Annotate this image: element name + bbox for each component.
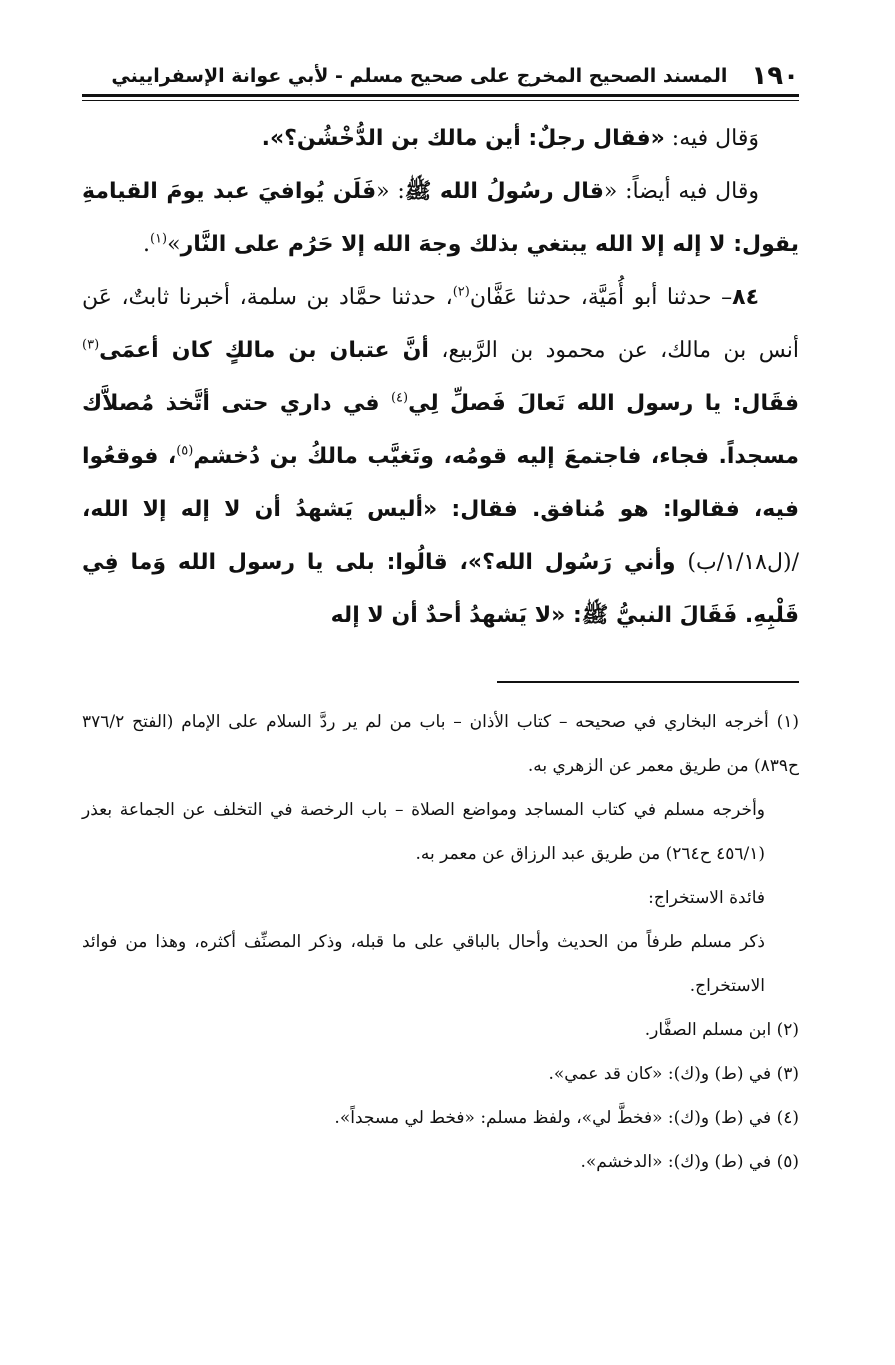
footnote-1-muslim: وأخرجه مسلم في كتاب المساجد ومواضع الصلاة – باب الرخصة في التخلف عن الجماعة بعذر (٤٥٦/١ ح٢٦٤) من طريق عبد الرزاق عن معمر به. <box>82 800 765 864</box>
running-title: المسند الصحيح المخرج على صحيح مسلم - لأبي عوانة الإسفراييني <box>111 65 728 87</box>
paragraph-2 <box>82 165 799 271</box>
p2-quote: قال رسُولُ الله ﷺ <box>404 179 604 204</box>
h84-text-3: في داري حتى أتَّخذ مُصلاَّك مسجداً. فجاء، فاجتمعَ إليه قومُه، وتَغيَّب مالكُ بن دُخشم <box>82 391 799 469</box>
p2-quote2: فَلَن يُوافيَ عبد يومَ القيامةِ يقول: لا إله إلا الله يبتغي بذلك وجهَ الله إلا حَرُم على النَّار <box>82 179 799 257</box>
footnote-ref-4: (٤) <box>390 390 409 406</box>
p2-end: . <box>142 232 150 257</box>
h84-text-4: ، فوقعُوا فيه، فقالوا: هو مُنافق. فقال: «أليس يَشهدُ أن لا إله إلا الله، <box>82 444 799 522</box>
p2-tail: » <box>167 232 181 257</box>
footnote-separator <box>497 681 799 683</box>
footnote-ref-1: (١) <box>149 231 168 247</box>
footnote-3: (٣) في (ط) و(ك): «كان قد عمي». <box>548 1064 799 1084</box>
p1-quote: «فقال رجلٌ: أين مالك بن الدُّخْشُن؟». <box>261 126 665 151</box>
hadith-number: ٨٤ <box>732 285 759 310</box>
header-rule-thick <box>82 94 799 97</box>
p1-intro: وَقال فيه: <box>664 126 759 151</box>
page-number: ١٩٠ <box>751 61 799 91</box>
h84-text-2: فقَال: يا رسول الله تَعالَ فَصلِّ لِي <box>408 391 800 416</box>
footnote-4: (٤) في (ط) و(ك): «فخطَّ لي»، ولفظ مسلم: «فخط لي مسجداً». <box>334 1108 799 1128</box>
hadith-84 <box>82 271 799 642</box>
footnote-1-benefit-heading: فائدة الاستخراج: <box>648 888 765 908</box>
footnotes <box>82 700 799 1184</box>
p2-mid: : « <box>376 179 405 204</box>
h84-chain-1: – حدثنا أبو أُمَيَّة، حدثنا عَفَّان <box>469 285 733 310</box>
p2-intro: وقال فيه أيضاً: « <box>603 179 759 204</box>
header-rule <box>82 94 799 102</box>
h84-text-1: أنَّ عتبان بن مالكٍ كان أعمَى <box>99 338 429 363</box>
manuscript-marker: /(ل١/١٨/ب) <box>687 550 799 575</box>
footnote-ref-2: (٢) <box>452 284 470 300</box>
footnote-1: (١) أخرجه البخاري في صحيحه – كتاب الأذان – باب من لم ير ردَّ السلام على الإمام (الفتح ٣٧٦/٢ ح٨٣٩) من طريق معمر عن الزهري به. <box>82 712 799 776</box>
running-head <box>82 56 799 96</box>
footnote-ref-5: (٥) <box>176 443 194 459</box>
h84-text-5: وأني رَسُول الله؟»، قالُوا: بلى يا رسول الله وَما فِي قَلْبِهِ. فَقَالَ النبيُّ ﷺ: «لا يَشهدُ أحدٌ أن لا إله <box>82 550 799 628</box>
header-rule-thin <box>82 100 799 101</box>
paragraph-1 <box>82 112 799 165</box>
footnote-2: (٢) ابن مسلم الصفَّار. <box>644 1020 799 1040</box>
h84-chain-2: ، حدثنا حمَّاد بن سلمة، أخبرنا ثابتٌ، عَن أنس بن مالك، عن محمود بن الرَّبيع، <box>82 285 799 363</box>
main-text <box>82 112 799 642</box>
footnote-5: (٥) في (ط) و(ك): «الدخشم». <box>580 1152 799 1172</box>
footnote-1-benefit: ذكر مسلم طرفاً من الحديث وأحال بالباقي على ما قبله، وذكر المصنِّف أكثره، وهذا من فوائد الاستخراج. <box>82 932 765 996</box>
footnote-ref-3: (٣) <box>82 337 100 353</box>
